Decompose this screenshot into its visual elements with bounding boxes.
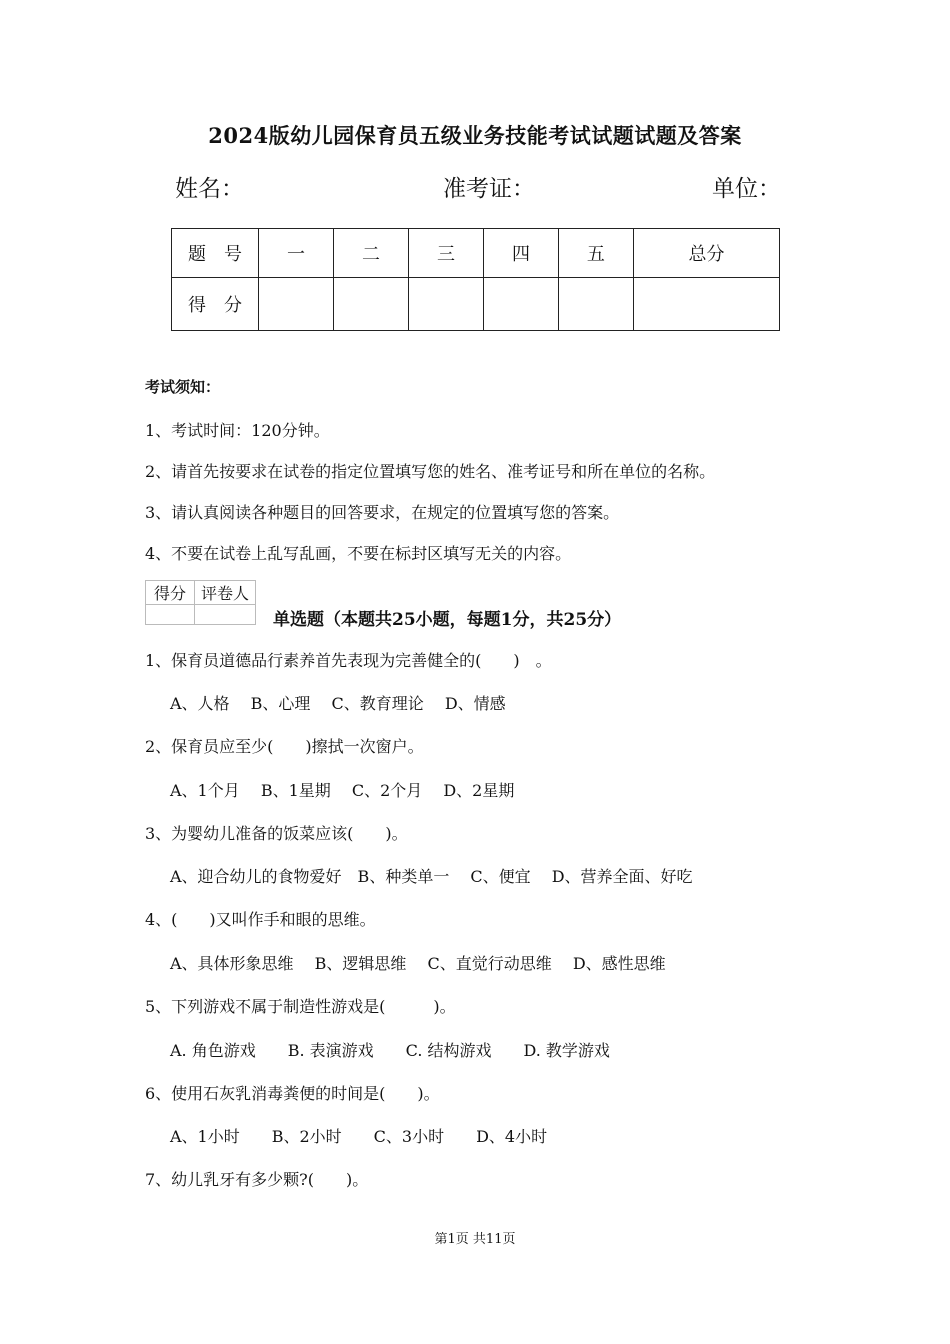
- score-table-header-cell: 四: [483, 229, 558, 278]
- exam-number-field-label: 准考证：: [443, 176, 535, 202]
- notice-title: 考试须知：: [145, 378, 221, 396]
- notice-item: 3、请认真阅读各种题目的回答要求，在规定的位置填写您的答案。: [145, 503, 620, 522]
- name-field-label: 姓名：: [175, 176, 244, 202]
- question-stem: 4、( )又叫作手和眼的思维。: [145, 910, 376, 929]
- score-table-header-row: [172, 229, 780, 278]
- grader-score-cell[interactable]: [146, 605, 195, 625]
- score-table-header-cell: 五: [558, 229, 633, 278]
- grader-box: [145, 580, 256, 625]
- question-stem: 2、保育员应至少( )擦拭一次窗户。: [145, 737, 424, 756]
- question-options: A、迎合幼儿的食物爱好 B、种类单一 C、便宜 D、营养全面、好吃: [170, 867, 693, 886]
- score-table-header-cell: 三: [408, 229, 483, 278]
- page-title: 2024版幼儿园保育员五级业务技能考试试题试题及答案: [208, 123, 742, 148]
- unit-field-label: 单位：: [712, 176, 781, 202]
- score-table-header-label: 题 号: [172, 229, 259, 278]
- grader-reviewer-label: 评卷人: [195, 581, 256, 605]
- question-options: A、具体形象思维 B、逻辑思维 C、直觉行动思维 D、感性思维: [170, 954, 666, 973]
- question-options: A、1小时 B、2小时 C、3小时 D、4小时: [170, 1127, 548, 1146]
- question-options: A. 角色游戏 B. 表演游戏 C. 结构游戏 D. 教学游戏: [170, 1041, 610, 1060]
- notice-item: 2、请首先按要求在试卷的指定位置填写您的姓名、准考证号和所在单位的名称。: [145, 462, 716, 481]
- score-table-header-cell: 总分: [633, 229, 779, 278]
- page-footer: 第1页 共11页: [434, 1232, 516, 1247]
- grader-reviewer-cell[interactable]: [195, 605, 256, 625]
- question-stem: 3、为婴幼儿准备的饭菜应该( )。: [145, 824, 408, 843]
- score-table-header-cell: 二: [333, 229, 408, 278]
- score-cell[interactable]: [333, 278, 408, 331]
- question-stem: 7、幼儿乳牙有多少颗?( )。: [145, 1170, 369, 1189]
- question-stem: 6、使用石灰乳消毒粪便的时间是( )。: [145, 1084, 440, 1103]
- grader-score-label: 得分: [146, 581, 195, 605]
- notice-item: 4、不要在试卷上乱写乱画，不要在标封区填写无关的内容。: [145, 544, 572, 563]
- question-options: A、人格 B、心理 C、教育理论 D、情感: [170, 694, 506, 713]
- score-cell[interactable]: [558, 278, 633, 331]
- question-stem: 1、保育员道德品行素养首先表现为完善健全的( ) 。: [145, 651, 552, 670]
- score-cell[interactable]: [259, 278, 334, 331]
- score-cell[interactable]: [483, 278, 558, 331]
- score-table-header-cell: 一: [259, 229, 334, 278]
- score-cell[interactable]: [633, 278, 779, 331]
- question-options: A、1个月 B、1星期 C、2个月 D、2星期: [170, 781, 515, 800]
- notice-item: 1、考试时间：120分钟。: [145, 421, 330, 440]
- section-title: 单选题（本题共25小题，每题1分，共25分）: [273, 610, 622, 630]
- question-stem: 5、下列游戏不属于制造性游戏是( )。: [145, 997, 456, 1016]
- score-table-score-label: 得 分: [172, 278, 259, 331]
- score-table: [171, 228, 780, 331]
- score-table-score-row: [172, 278, 780, 331]
- score-cell[interactable]: [408, 278, 483, 331]
